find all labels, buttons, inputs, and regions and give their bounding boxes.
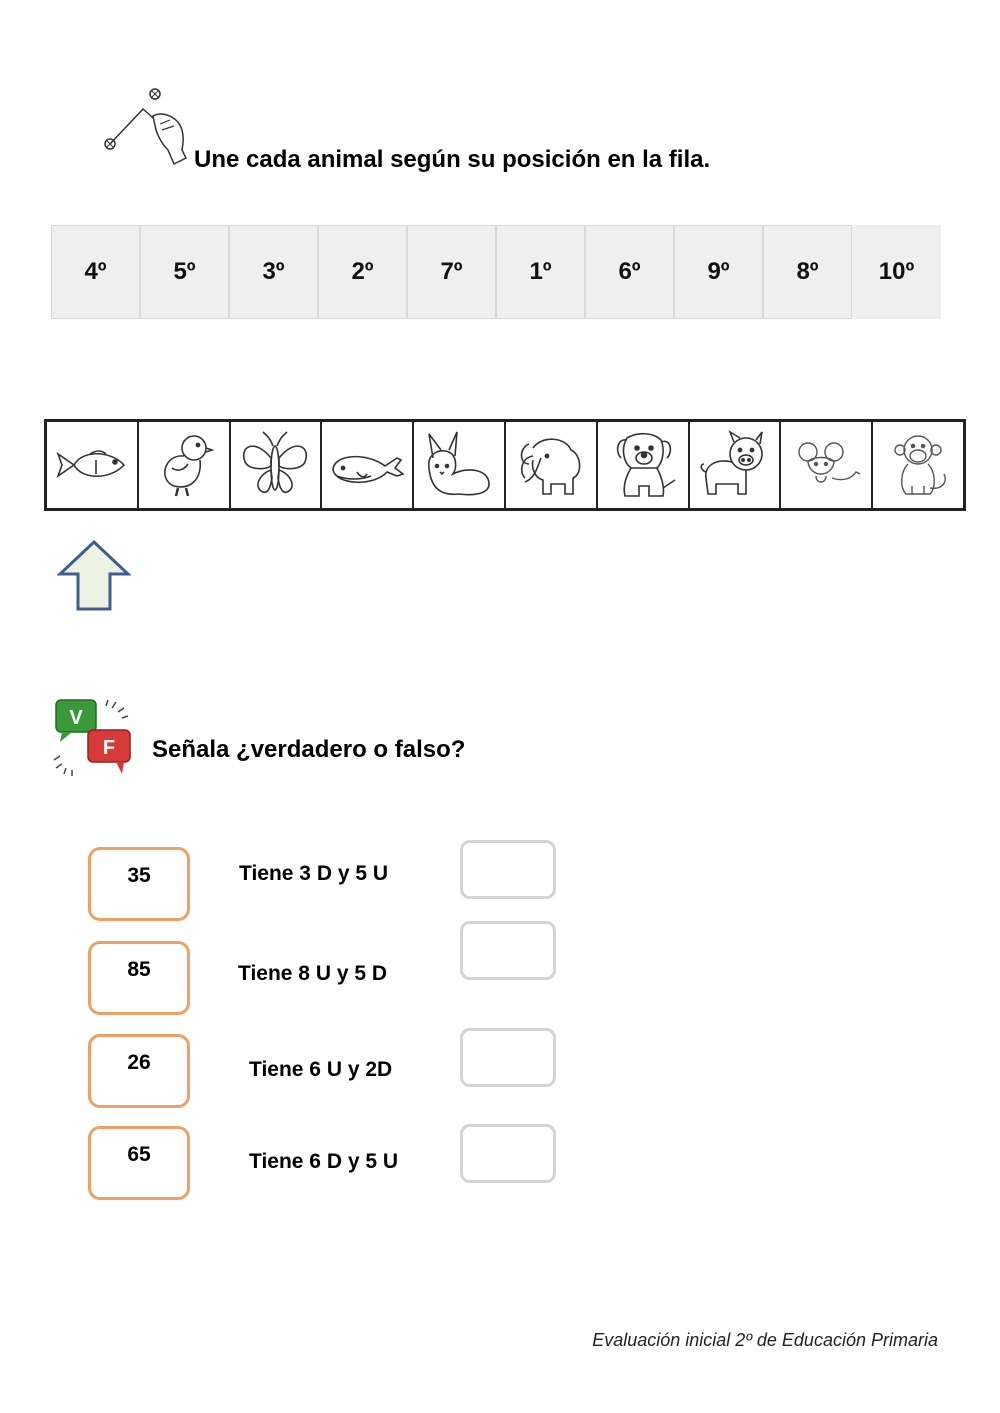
ordinal-cell[interactable]: 1º bbox=[496, 225, 585, 319]
footer-text: Evaluación inicial 2º de Educación Primaria bbox=[592, 1330, 938, 1350]
section-title-true-false: Señala ¿verdadero o falso? bbox=[152, 736, 466, 763]
connect-hand-icon bbox=[98, 84, 190, 170]
start-arrow-icon bbox=[57, 540, 131, 612]
animal-cell-rabbit[interactable] bbox=[414, 422, 506, 508]
ordinal-cell[interactable]: 2º bbox=[318, 225, 407, 319]
ordinal-cell[interactable]: 8º bbox=[763, 225, 852, 319]
animal-cell-fish[interactable] bbox=[47, 422, 139, 508]
fish-icon bbox=[52, 428, 132, 502]
ordinal-cell[interactable]: 7º bbox=[407, 225, 496, 319]
statement-text: Tiene 3 D y 5 U bbox=[239, 862, 389, 885]
chick-icon bbox=[144, 428, 224, 502]
animal-cell-pig[interactable] bbox=[690, 422, 782, 508]
butterfly-icon bbox=[235, 428, 315, 502]
statement-text: Tiene 8 U y 5 D bbox=[238, 962, 388, 985]
number-box: 35 bbox=[88, 847, 190, 921]
animal-cell-whale[interactable] bbox=[322, 422, 414, 508]
v-badge: V bbox=[69, 707, 83, 729]
animal-row bbox=[44, 419, 966, 511]
monkey-icon bbox=[878, 428, 958, 502]
number-box: 26 bbox=[88, 1034, 190, 1108]
true-false-icon bbox=[50, 694, 138, 780]
statement-text: Tiene 6 D y 5 U bbox=[249, 1150, 399, 1173]
ordinal-cell[interactable]: 5º bbox=[140, 225, 229, 319]
answer-box[interactable] bbox=[460, 921, 556, 980]
number-box: 65 bbox=[88, 1126, 190, 1200]
whale-icon bbox=[327, 428, 407, 502]
answer-box[interactable] bbox=[460, 1124, 556, 1183]
ordinal-row bbox=[51, 225, 942, 321]
dog-icon bbox=[603, 428, 683, 502]
ordinal-cell[interactable]: 3º bbox=[229, 225, 318, 319]
animal-cell-elephant[interactable] bbox=[506, 422, 598, 508]
animal-cell-butterfly[interactable] bbox=[231, 422, 323, 508]
ordinal-cell[interactable]: 10º bbox=[852, 225, 941, 319]
ordinal-cell[interactable]: 9º bbox=[674, 225, 763, 319]
answer-box[interactable] bbox=[460, 1028, 556, 1087]
ordinal-cell[interactable]: 6º bbox=[585, 225, 674, 319]
f-badge: F bbox=[102, 737, 116, 759]
statement-text: Tiene 6 U y 2D bbox=[249, 1058, 393, 1081]
answer-box[interactable] bbox=[460, 840, 556, 899]
elephant-icon bbox=[511, 428, 591, 502]
number-box: 85 bbox=[88, 941, 190, 1015]
section-title-connect: Une cada animal según su posición en la fila. bbox=[194, 146, 711, 173]
animal-cell-mouse[interactable] bbox=[781, 422, 873, 508]
animal-cell-monkey[interactable] bbox=[873, 422, 963, 508]
rabbit-icon bbox=[419, 428, 499, 502]
pig-icon bbox=[694, 428, 774, 502]
animal-cell-dog[interactable] bbox=[598, 422, 690, 508]
animal-cell-chick[interactable] bbox=[139, 422, 231, 508]
ordinal-cell[interactable]: 4º bbox=[51, 225, 140, 319]
mouse-icon bbox=[786, 428, 866, 502]
